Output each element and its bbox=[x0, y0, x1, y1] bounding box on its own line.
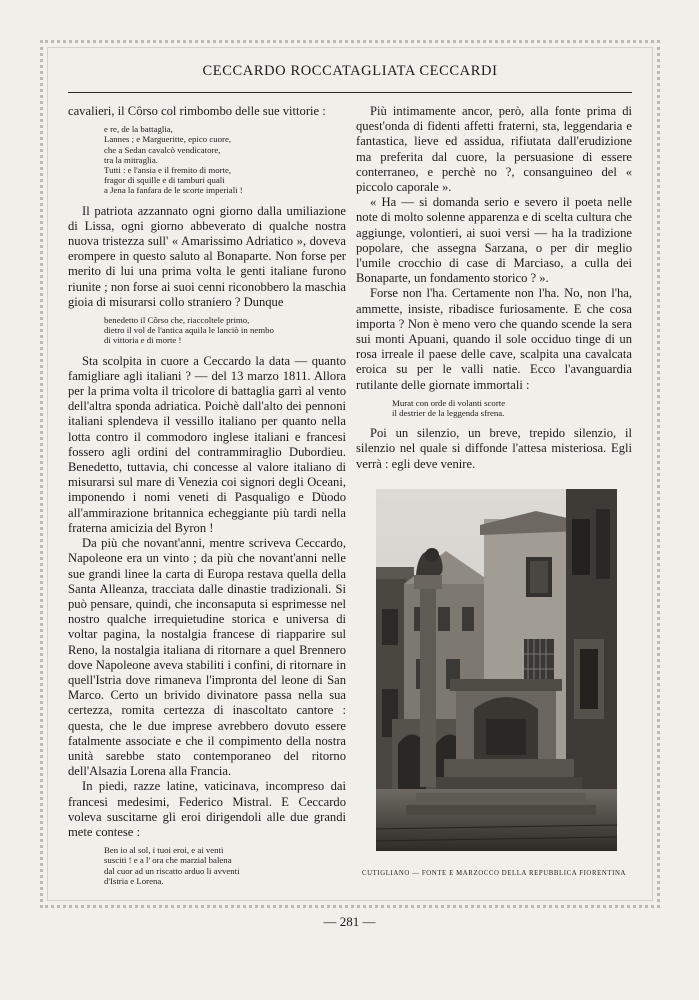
header-rule bbox=[68, 92, 632, 93]
verse-line: fragor di squille e di tamburi quali bbox=[104, 175, 225, 186]
verse-quote-4 bbox=[392, 398, 632, 418]
verse-line: Murat con orde di volanti scorte bbox=[392, 397, 506, 408]
verse-line: Tutti : e l'ansia e il fremito di morte, bbox=[104, 165, 232, 176]
verse-line: Ben io al sol, i tuoi eroi, e ai venti bbox=[104, 845, 224, 856]
figure-caption: CUTIGLIANO — FONTE E MARZOCCO DELLA REPUBBLICA FIORENTINA bbox=[362, 870, 626, 877]
verse-line: d'Istria e Lorena. bbox=[104, 875, 164, 886]
page-number: — 281 — bbox=[323, 914, 376, 929]
right-column bbox=[356, 104, 632, 472]
right-paragraph-4: Poi un silenzio, un breve, trepido silenzio, il silenzio nel quale si diffonde l'attesa misteriosa. Egli verrà : egli deve venire. bbox=[356, 426, 632, 471]
right-paragraph-1: Più intimamente ancor, però, alla fonte prima di quest'onda di fidenti affetti fraterni, sta, leggendaria e fantastica, lieve ed assidua, rifiutata dall'erudizione ma preferita dal cuore, la persuasione di essere conterraneo, e perchè no ?, consanguineo del « piccolo caporale ». bbox=[356, 104, 632, 195]
left-paragraph-4: Da più che novant'anni, mentre scriveva Ceccardo, Napoleone era un vinto ; da più che novant'anni nelle sue grandi linee la carta di Europa restava quella della Santa Alleanza, tracciata dalle dinastie tradizionali. Si può pensare, quindi, che inconsaputa si esprimesse nel nostro qualche irrequietudine storica e universa di voltar pagina, la nostalgia francese di riapparire sul Reno, la nostalgia italiana di ritornare a quel Brennero dove Napoleone aveva stabiliti i confini, di ritornare in quell'Istria dove rimaneva l'impronta del leone di San Marco. Certo un brivido divinatore passa nella sua certezza, romita certezza di inascoltato cantore : questa, che le due imprese avrebbero dovuto essere fatalmente associate e che il compimento della nostra unità sarebbe stato contemporaneo del ritorno dell'Alsazia Lorena alla Francia. bbox=[68, 536, 346, 779]
left-column bbox=[68, 104, 346, 894]
left-paragraph-2: Il patriota azzannato ogni giorno dalla umiliazione di Lissa, ogni giorno abbeverato di qualche nostra nuova tristezza sull' « Amarissimo Adriatico », doveva erompere in questo saluto al Bonaparte. Non forse per merito di lui una prima volta le genti italiane furono riunite ; non forse ai suoi cenni riconobbero la maschia gioia di misurarsi collo straniero ? Dunque bbox=[68, 203, 346, 309]
left-paragraph-1: cavalieri, il Côrso col rimbombo delle sue vittorie : bbox=[68, 104, 326, 118]
verse-line: e re, de la battaglia, bbox=[104, 124, 173, 135]
verse-line: che a Sedan cavalcò vendicatore, bbox=[104, 144, 221, 155]
verse-line: tra la mitraglia. bbox=[104, 154, 158, 165]
verse-quote-1 bbox=[104, 124, 346, 195]
right-paragraph-3: Forse non l'ha. Certamente non l'ha. No, non l'ha, ammette, insiste, ribadisce furiosamente. E che cosa importa ? Non è meno vero che quando scende la sera sui monti Apuani, quando il sole occiduo tinge di un rosa irreale il paese delle cave, scalpita una cavalcata eroica su per le valli natie. Ecco l'avanguardia rutilante delle giornate immortali : bbox=[356, 286, 632, 392]
fountain-photo-illustration bbox=[376, 489, 617, 851]
running-head: CECCARDO ROCCATAGLIATA CECCARDI bbox=[202, 63, 498, 79]
verse-line: dietro il vol de l'antica aquila le lanciò in nembo bbox=[104, 325, 274, 336]
verse-quote-2 bbox=[104, 315, 346, 346]
verse-line: susciti ! e a l' ora che marzial balena bbox=[104, 855, 232, 866]
verse-line: Lannes ; e Margueritte, epico cuore, bbox=[104, 134, 232, 145]
verse-line: il destrier de la leggenda sfrena. bbox=[392, 408, 505, 419]
verse-quote-3 bbox=[104, 845, 346, 886]
fountain-photograph bbox=[376, 489, 617, 851]
verse-line: benedetto il Côrso che, riaccoltele primo, bbox=[104, 315, 250, 326]
right-paragraph-2: « Ha — si domanda serio e severo il poeta nelle note di molto solenne apparenza e di scelta cultura che aggiunge, volontieri, ai suoi versi — ha la tradizione popolare, che assegna Sarzana, o per dir meglio l'umile crocchio di case di Marciaso, a culla dei Bonaparte, un fondamento storico ? ». bbox=[356, 195, 632, 286]
left-paragraph-3: Sta scolpita in cuore a Ceccardo la data — quanto famigliare agli italiani ? — del 13 marzo 1811. Allora per la prima volta il tricolore di battaglia garrì al vento dell'altra sponda adriatica. Poichè dall'alto dei pennoni italiani splendeva il vessillo italiano per quanto nella lotta contro il commodoro inglese italiani e francesi fossero agli ordini del contrammiraglio Dubordieu. Benedetto, tuttavia, chi concesse al valore italiano di misurarsi sul mare di Venezia coi signori degli Oceani, imponendo i nomi veneti di Pasqualigo e Dùodo all'ammirazione britannica echeggiante più tardi nella fraterna amicizia del Byron ! bbox=[68, 353, 346, 535]
left-paragraph-5: In piedi, razze latine, vaticinava, incompreso dai francesi medesimi, Federico Mistral. E Ceccardo voleva suscitarne gli eroi dirigendoli alle due grandi mete contese : bbox=[68, 779, 346, 839]
verse-line: a Jena la fanfara de le scorte imperiali ! bbox=[104, 185, 243, 196]
verse-line: di vittoria e di morte ! bbox=[104, 335, 182, 346]
verse-line: dal cuor ad un riscatto arduo li avventi bbox=[104, 865, 240, 876]
